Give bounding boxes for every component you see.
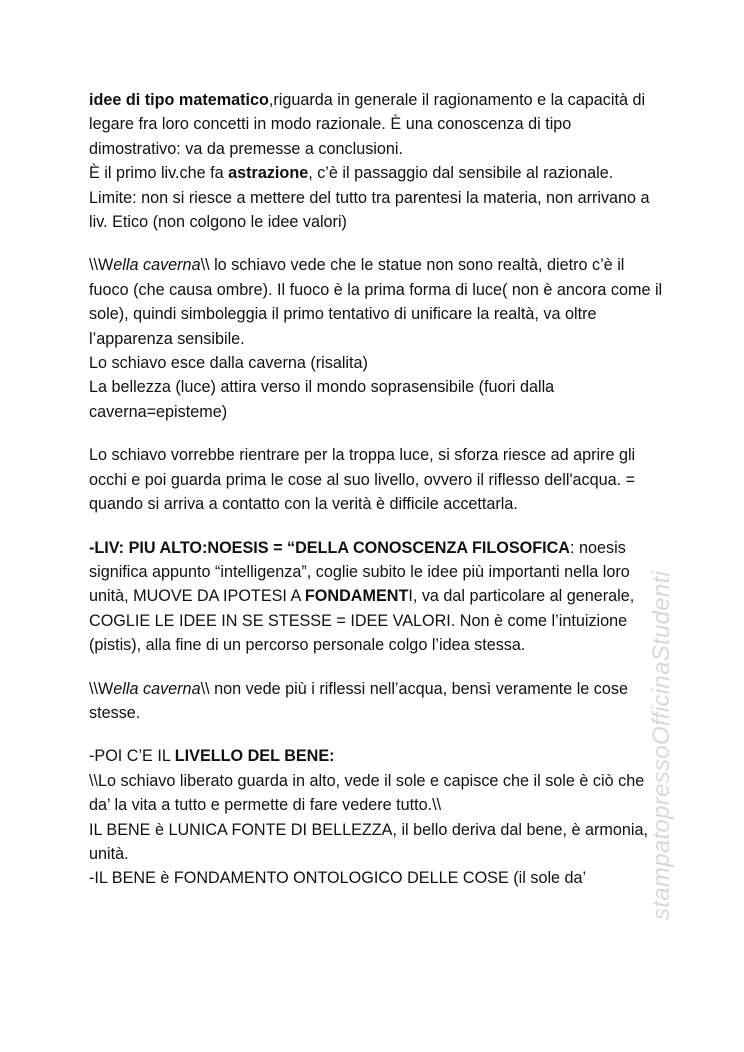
bold-abstraction: astrazione — [228, 164, 309, 183]
paragraph-cave-fire — [89, 253, 664, 424]
text: \\W — [89, 256, 114, 275]
bold-math-ideas: idee di tipo matematico — [89, 91, 269, 109]
italic-cave: ella caverna — [113, 679, 201, 698]
paragraph-math-ideas — [89, 88, 664, 234]
text: I, va dal particolare al generale, COGLIE LE IDEE IN SE STESSE = IDEE VALORI. Non è come l’intuizione (pistis), alla fine di un percorso personale colgo l’idea stessa. — [89, 587, 635, 655]
paragraph-good — [89, 744, 664, 890]
paragraph-cave-things — [89, 677, 664, 726]
text: Lo schiavo vorrebbe rientrare per la troppa luce, si sforza riesce ad aprire gli occhi e poi guarda prima le cose al suo livello, ovvero il riflesso dell'acqua. = quando si arriva a contatto con la verità è difficile accettarla. — [89, 446, 636, 514]
text: -IL BENE è FONDAMENTO ONTOLOGICO DELLE COSE (il sole da’ — [89, 869, 587, 888]
text: Lo schiavo esce dalla caverna (risalita) — [89, 354, 368, 373]
text: -POI C’E IL — [89, 747, 175, 766]
text: È il primo liv.che fa — [89, 164, 229, 183]
text: , c’è il passaggio dal sensibile al razionale. — [308, 164, 614, 183]
bold-good-level: LIVELLO DEL BENE: — [174, 747, 335, 766]
text: ,riguarda in generale il ragionamento e la capacità di legare fra loro concetti in modo razionale. È una conoscenza di tipo dimostrativo: va da premesse a conclusioni. — [89, 91, 646, 158]
text: \\ non vede più i riflessi nell’acqua, bensì veramente le cose stesse. — [89, 679, 628, 722]
document-body — [89, 88, 664, 910]
text: \\ lo schiavo vede che le statue non sono realtà, dietro c’è il fuoco (che causa ombre). Il fuoco è la prima forma di luce( non è ancora come il sole), quindi simboleggia il primo tentativo di unificare la realtà, va oltre l’apparenza sensibile. — [89, 256, 663, 348]
text: : noesis significa appunto “intelligenza”, coglie subito le idee più importanti nella loro unità, MUOVE DA IPOTESI A — [89, 538, 630, 606]
text: Limite: non si riesce a mettere del tutto tra parentesi la materia, non arrivano a liv. Etico (non colgono le idee valori) — [89, 188, 650, 232]
text: La bellezza (luce) attira verso il mondo soprasensibile (fuori dalla caverna=episteme) — [89, 378, 555, 421]
italic-cave: ella caverna — [113, 256, 201, 275]
bold-noesis-heading: -LIV: PIU ALTO:NOESIS = “DELLA CONOSCENZA FILOSOFICA — [89, 538, 570, 557]
watermark: stampatopressoOfficinaStudenti — [648, 570, 675, 920]
paragraph-noesis — [89, 536, 664, 658]
text: \\W — [89, 679, 114, 698]
text: IL BENE è LUNICA FONTE DI BELLEZZA, il bello deriva dal bene, è armonia, unità. — [89, 820, 649, 863]
paragraph-slave-light — [89, 443, 664, 516]
bold-fondamenti: FONDAMENT — [304, 587, 409, 606]
text: \\Lo schiavo liberato guarda in alto, vede il sole e capisce che il sole è ciò che da’ la vita a tutto e permette di fare vedere tutto.\\ — [89, 771, 645, 815]
